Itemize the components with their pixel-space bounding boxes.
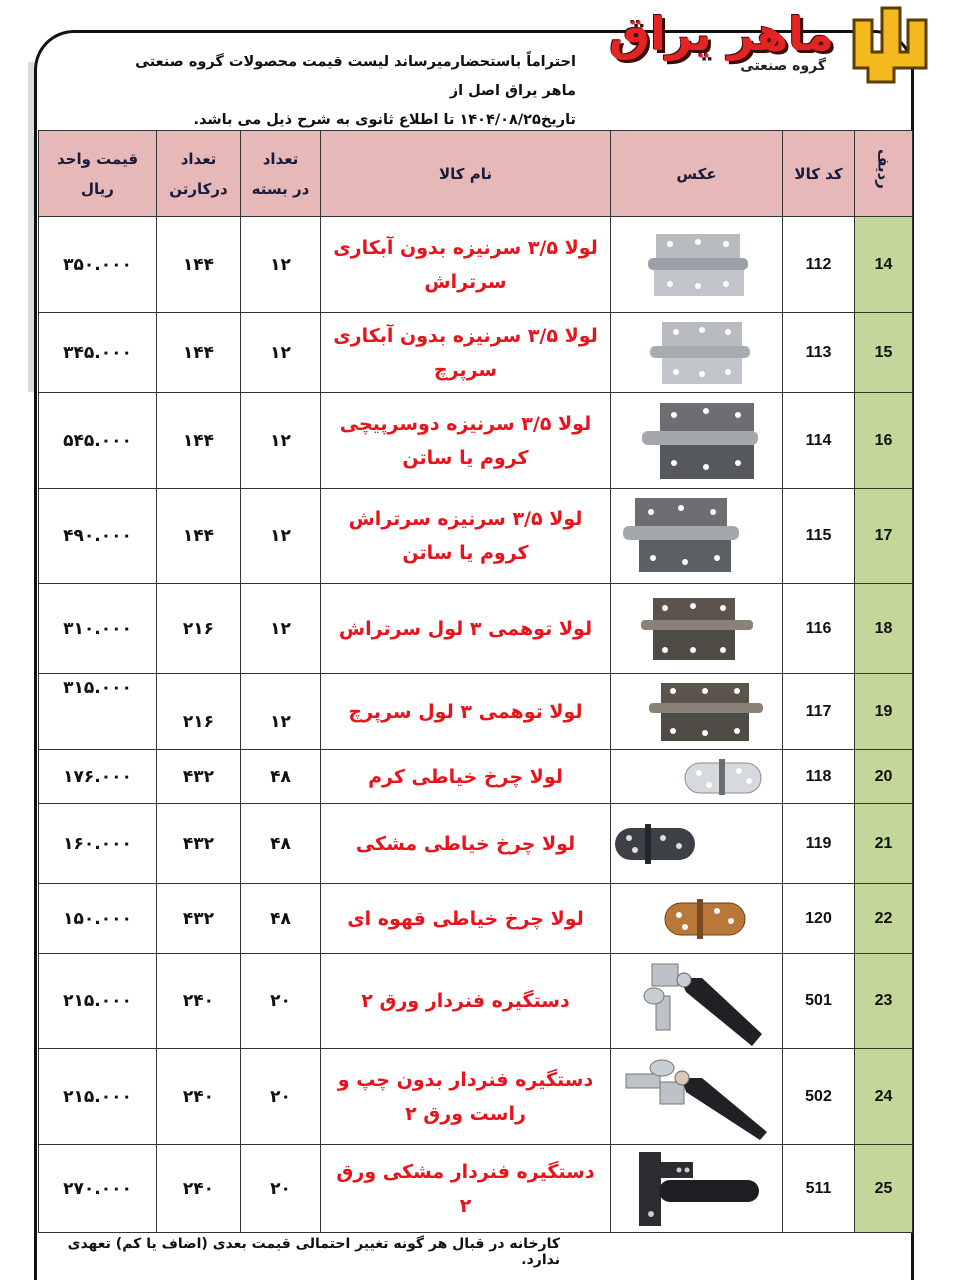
carton-qty: ۴۳۲ xyxy=(157,804,241,884)
silver-hinge-icon xyxy=(642,232,752,298)
table-row xyxy=(39,954,913,1049)
header-code: کد کالا xyxy=(783,131,855,217)
intro-text xyxy=(100,48,576,135)
product-code: 115 xyxy=(783,489,855,584)
footer-disclaimer: کارخانه در قبال هر گونه تغییر احتمالی قیمت بعدی (اضاف یا کم) تعهدی ندارد. xyxy=(67,1236,560,1268)
product-name: لولا توهمی ۳ لول سرتراش xyxy=(321,584,611,674)
carton-qty: ۱۴۴ xyxy=(157,393,241,489)
row-number: 14 xyxy=(855,217,913,313)
product-name: دستگیره فنردار ورق ۲ xyxy=(321,954,611,1049)
carton-qty: ۴۳۲ xyxy=(157,750,241,804)
carton-qty: ۱۴۴ xyxy=(157,313,241,393)
pack-qty: ۱۲ xyxy=(241,489,321,584)
intro-line-1: احتراماً باستحضارمیرساند لیست قیمت محصولات گروه صنعتی ماهر یراق اصل از xyxy=(135,54,576,99)
table-row xyxy=(39,489,913,584)
unit-price: ۱۵۰.۰۰۰ xyxy=(39,884,157,954)
logo-mark-icon xyxy=(848,2,932,88)
product-name: لولا چرخ خیاطی کرم xyxy=(321,750,611,804)
header-unit-price: قیمت واحد ریال xyxy=(39,131,157,217)
product-name: لولا ۳/۵ سرنیزه دوسرپیچی کروم یا ساتن xyxy=(321,393,611,489)
row-number: 15 xyxy=(855,313,913,393)
unit-price: ۳۱۵.۰۰۰ xyxy=(39,674,157,750)
carton-qty: ۲۱۶ xyxy=(157,584,241,674)
black-spring-handle-icon xyxy=(613,1148,763,1230)
row-number: 24 xyxy=(855,1049,913,1145)
product-image xyxy=(611,674,783,750)
product-name: لولا چرخ خیاطی قهوه ای xyxy=(321,884,611,954)
product-image xyxy=(611,954,783,1049)
table-row xyxy=(39,313,913,393)
row-number: 23 xyxy=(855,954,913,1049)
product-image xyxy=(611,884,783,954)
product-image xyxy=(611,217,783,313)
product-code: 120 xyxy=(783,884,855,954)
brown-round-hinge-icon xyxy=(663,897,747,941)
spring-handle-icon xyxy=(622,956,772,1046)
row-number: 16 xyxy=(855,393,913,489)
chrome-round-hinge-icon xyxy=(683,757,763,797)
product-code: 116 xyxy=(783,584,855,674)
table-row xyxy=(39,884,913,954)
header-image: عکس xyxy=(611,131,783,217)
table-row xyxy=(39,1049,913,1145)
chrome-hinge-icon xyxy=(619,496,749,576)
product-name: لولا چرخ خیاطی مشکی xyxy=(321,804,611,884)
unit-price: ۳۴۵.۰۰۰ xyxy=(39,313,157,393)
brand-logo xyxy=(596,2,932,88)
product-name: لولا ۳/۵ سرنیزه بدون آبکاری سرتراش xyxy=(321,217,611,313)
table-row xyxy=(39,804,913,884)
unit-price: ۳۵۰.۰۰۰ xyxy=(39,217,157,313)
intro-line-2: تاریخ۱۴۰۴/۰۸/۲۵ تا اطلاع ثانوی به شرح ذیل می باشد. xyxy=(193,112,576,128)
product-code: 117 xyxy=(783,674,855,750)
carton-qty: ۲۴۰ xyxy=(157,954,241,1049)
product-name: دستگیره فنردار مشکی ورق ۲ xyxy=(321,1145,611,1233)
row-number: 21 xyxy=(855,804,913,884)
product-name: لولا توهمی ۳ لول سرپرچ xyxy=(321,674,611,750)
row-number: 18 xyxy=(855,584,913,674)
brand-name: ماهر یراق xyxy=(608,7,834,61)
product-name: لولا ۳/۵ سرنیزه سرتراش کروم یا ساتن xyxy=(321,489,611,584)
table-row xyxy=(39,674,913,750)
product-code: 112 xyxy=(783,217,855,313)
table-row xyxy=(39,217,913,313)
product-image xyxy=(611,1145,783,1233)
row-number: 19 xyxy=(855,674,913,750)
product-code: 511 xyxy=(783,1145,855,1233)
pack-qty: ۴۸ xyxy=(241,884,321,954)
black-round-hinge-icon xyxy=(613,822,697,866)
row-number: 20 xyxy=(855,750,913,804)
product-image xyxy=(611,750,783,804)
product-code: 502 xyxy=(783,1049,855,1145)
product-name: لولا ۳/۵ سرنیزه بدون آبکاری سرپرچ xyxy=(321,313,611,393)
unit-price: ۵۴۵.۰۰۰ xyxy=(39,393,157,489)
header-name: نام کالا xyxy=(321,131,611,217)
pack-qty: ۱۲ xyxy=(241,584,321,674)
unit-price: ۴۹۰.۰۰۰ xyxy=(39,489,157,584)
table-header-row xyxy=(39,131,913,217)
header-pack-qty: تعداد در بسته xyxy=(241,131,321,217)
pack-qty: ۱۲ xyxy=(241,313,321,393)
row-number: 25 xyxy=(855,1145,913,1233)
table-row xyxy=(39,393,913,489)
pack-qty: ۱۲ xyxy=(241,674,321,750)
header-carton-qty: تعداد درکارتن xyxy=(157,131,241,217)
pack-qty: ۴۸ xyxy=(241,804,321,884)
carton-qty: ۱۴۴ xyxy=(157,217,241,313)
pack-qty: ۱۲ xyxy=(241,217,321,313)
product-name: دستگیره فنردار بدون چپ و راست ورق ۲ xyxy=(321,1049,611,1145)
table-row xyxy=(39,584,913,674)
product-image xyxy=(611,584,783,674)
carton-qty: ۲۴۰ xyxy=(157,1049,241,1145)
unit-price: ۲۷۰.۰۰۰ xyxy=(39,1145,157,1233)
product-code: 118 xyxy=(783,750,855,804)
spring-handle-icon xyxy=(622,1052,772,1142)
carton-qty: ۲۱۶ xyxy=(157,674,241,750)
product-code: 113 xyxy=(783,313,855,393)
unit-price: ۲۱۵.۰۰۰ xyxy=(39,1049,157,1145)
brand-subtitle: گروه صنعتی xyxy=(740,58,826,74)
table-row xyxy=(39,1145,913,1233)
pack-qty: ۲۰ xyxy=(241,1145,321,1233)
product-image xyxy=(611,489,783,584)
table-row xyxy=(39,750,913,804)
product-image xyxy=(611,1049,783,1145)
product-code: 114 xyxy=(783,393,855,489)
carton-qty: ۱۴۴ xyxy=(157,489,241,584)
product-image xyxy=(611,393,783,489)
pack-qty: ۱۲ xyxy=(241,393,321,489)
product-image xyxy=(611,313,783,393)
bronze-hinge-icon xyxy=(637,596,757,662)
unit-price: ۱۷۶.۰۰۰ xyxy=(39,750,157,804)
carton-qty: ۲۴۰ xyxy=(157,1145,241,1233)
price-table xyxy=(38,130,913,1233)
pack-qty: ۲۰ xyxy=(241,954,321,1049)
chrome-hinge-icon xyxy=(632,401,762,481)
product-code: 501 xyxy=(783,954,855,1049)
carton-qty: ۴۳۲ xyxy=(157,884,241,954)
header-row-number: ردیف xyxy=(855,131,913,217)
product-image xyxy=(611,804,783,884)
unit-price: ۳۱۰.۰۰۰ xyxy=(39,584,157,674)
silver-hinge-icon xyxy=(642,320,752,386)
bronze-hinge-icon xyxy=(647,681,767,743)
row-number: 17 xyxy=(855,489,913,584)
row-number: 22 xyxy=(855,884,913,954)
unit-price: ۱۶۰.۰۰۰ xyxy=(39,804,157,884)
product-code: 119 xyxy=(783,804,855,884)
pack-qty: ۴۸ xyxy=(241,750,321,804)
pack-qty: ۲۰ xyxy=(241,1049,321,1145)
unit-price: ۲۱۵.۰۰۰ xyxy=(39,954,157,1049)
